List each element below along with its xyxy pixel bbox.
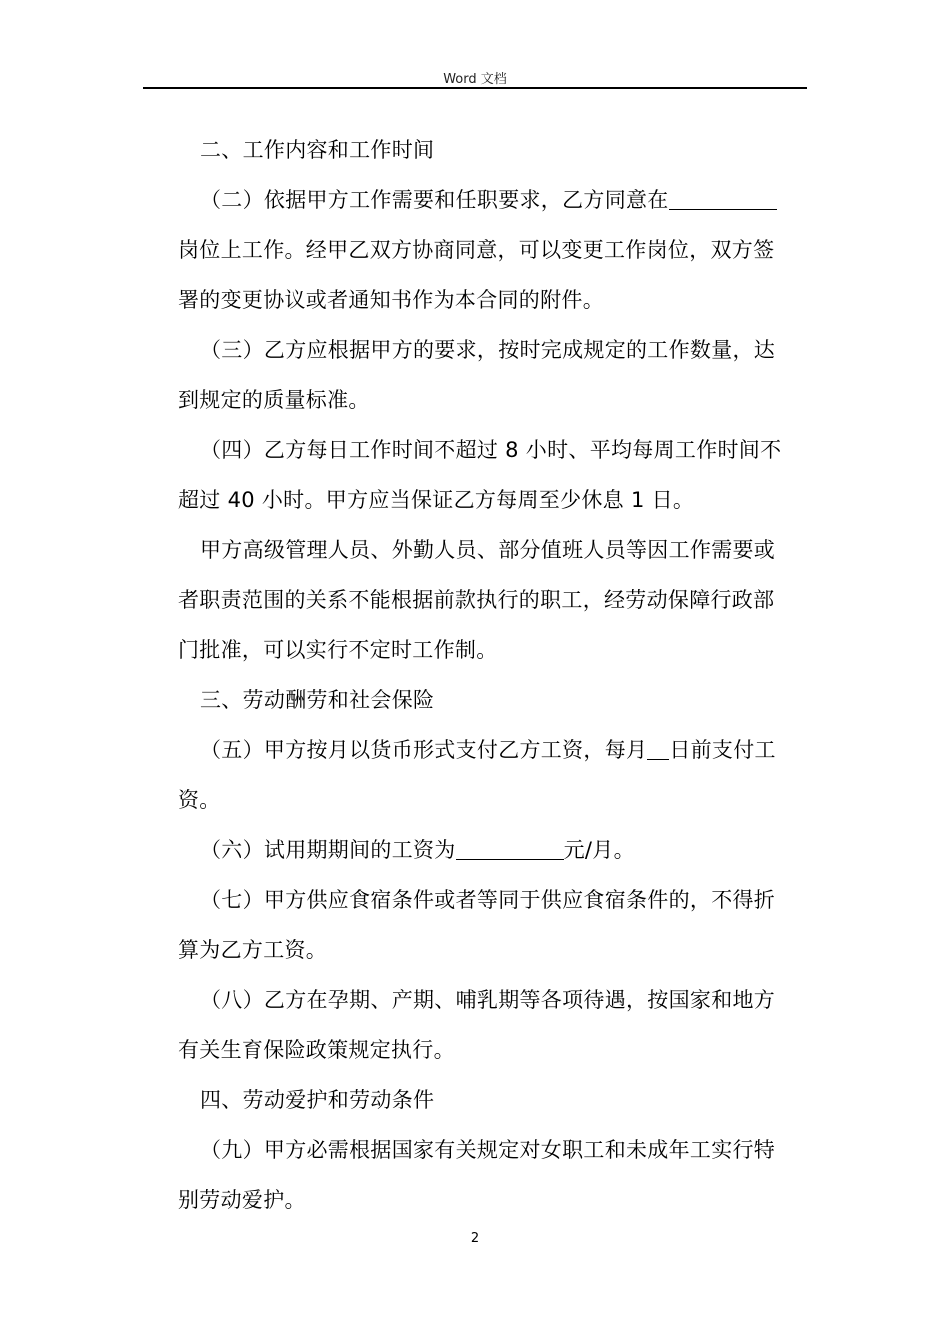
clause-6-line-1 <box>200 836 635 864</box>
clause-6-text-b: 元/月。 <box>563 838 635 862</box>
clause-5-line-1 <box>200 736 776 764</box>
clause-2-line-1 <box>200 186 777 214</box>
clause-7-line-1: （七）甲方供应食宿条件或者等同于供应食宿条件的，不得折 <box>200 888 776 912</box>
clause-5-text-b: 日前支付工 <box>669 738 776 762</box>
header-divider <box>143 87 807 89</box>
clause-2-line-3: 署的变更协议或者通知书作为本合同的附件。 <box>178 288 604 312</box>
clause-4-line-1: （四）乙方每日工作时间不超过 8 小时、平均每周工作时间不 <box>200 438 782 462</box>
clause-7-line-2: 算为乙方工资。 <box>178 938 328 962</box>
section-heading-3: 三、劳动酬劳和社会保险 <box>200 688 435 712</box>
position-blank <box>669 189 777 210</box>
clause-4-para-2-line-3: 门批准，可以实行不定时工作制。 <box>178 638 498 662</box>
clause-8-line-2: 有关生育保险政策规定执行。 <box>178 1038 455 1062</box>
section-heading-4: 四、劳动爱护和劳动条件 <box>200 1088 435 1112</box>
clause-4-para-2-line-1: 甲方高级管理人员、外勤人员、部分值班人员等因工作需要或 <box>200 538 776 562</box>
page-number: 2 <box>470 1231 480 1246</box>
clause-9-line-1: （九）甲方必需根据国家有关规定对女职工和未成年工实行特 <box>200 1138 776 1162</box>
section-heading-2: 二、工作内容和工作时间 <box>200 138 435 162</box>
clause-4-line-2: 超过 40 小时。甲方应当保证乙方每周至少休息 1 日。 <box>178 488 695 512</box>
clause-3-line-2: 到规定的质量标准。 <box>178 388 370 412</box>
clause-6-text-a: （六）试用期期间的工资为 <box>200 838 456 862</box>
clause-5-line-2: 资。 <box>178 788 221 812</box>
document-header-title: Word 文档 <box>443 72 507 87</box>
clause-5-text-a: （五）甲方按月以货币形式支付乙方工资，每月 <box>200 738 648 762</box>
clause-3-line-1: （三）乙方应根据甲方的要求，按时完成规定的工作数量，达 <box>200 338 776 362</box>
clause-2-line-2: 岗位上工作。经甲乙双方协商同意，可以变更工作岗位，双方签 <box>178 238 775 262</box>
clause-8-line-1: （八）乙方在孕期、产期、哺乳期等各项待遇，按国家和地方 <box>200 988 776 1012</box>
probation-salary-blank <box>456 839 564 860</box>
clause-4-para-2-line-2: 者职责范围的关系不能根据前款执行的职工，经劳动保障行政部 <box>178 588 775 612</box>
clause-2-text: （二）依据甲方工作需要和任职要求，乙方同意在 <box>200 188 669 212</box>
pay-day-blank <box>647 739 669 760</box>
clause-9-line-2: 别劳动爱护。 <box>178 1188 306 1212</box>
